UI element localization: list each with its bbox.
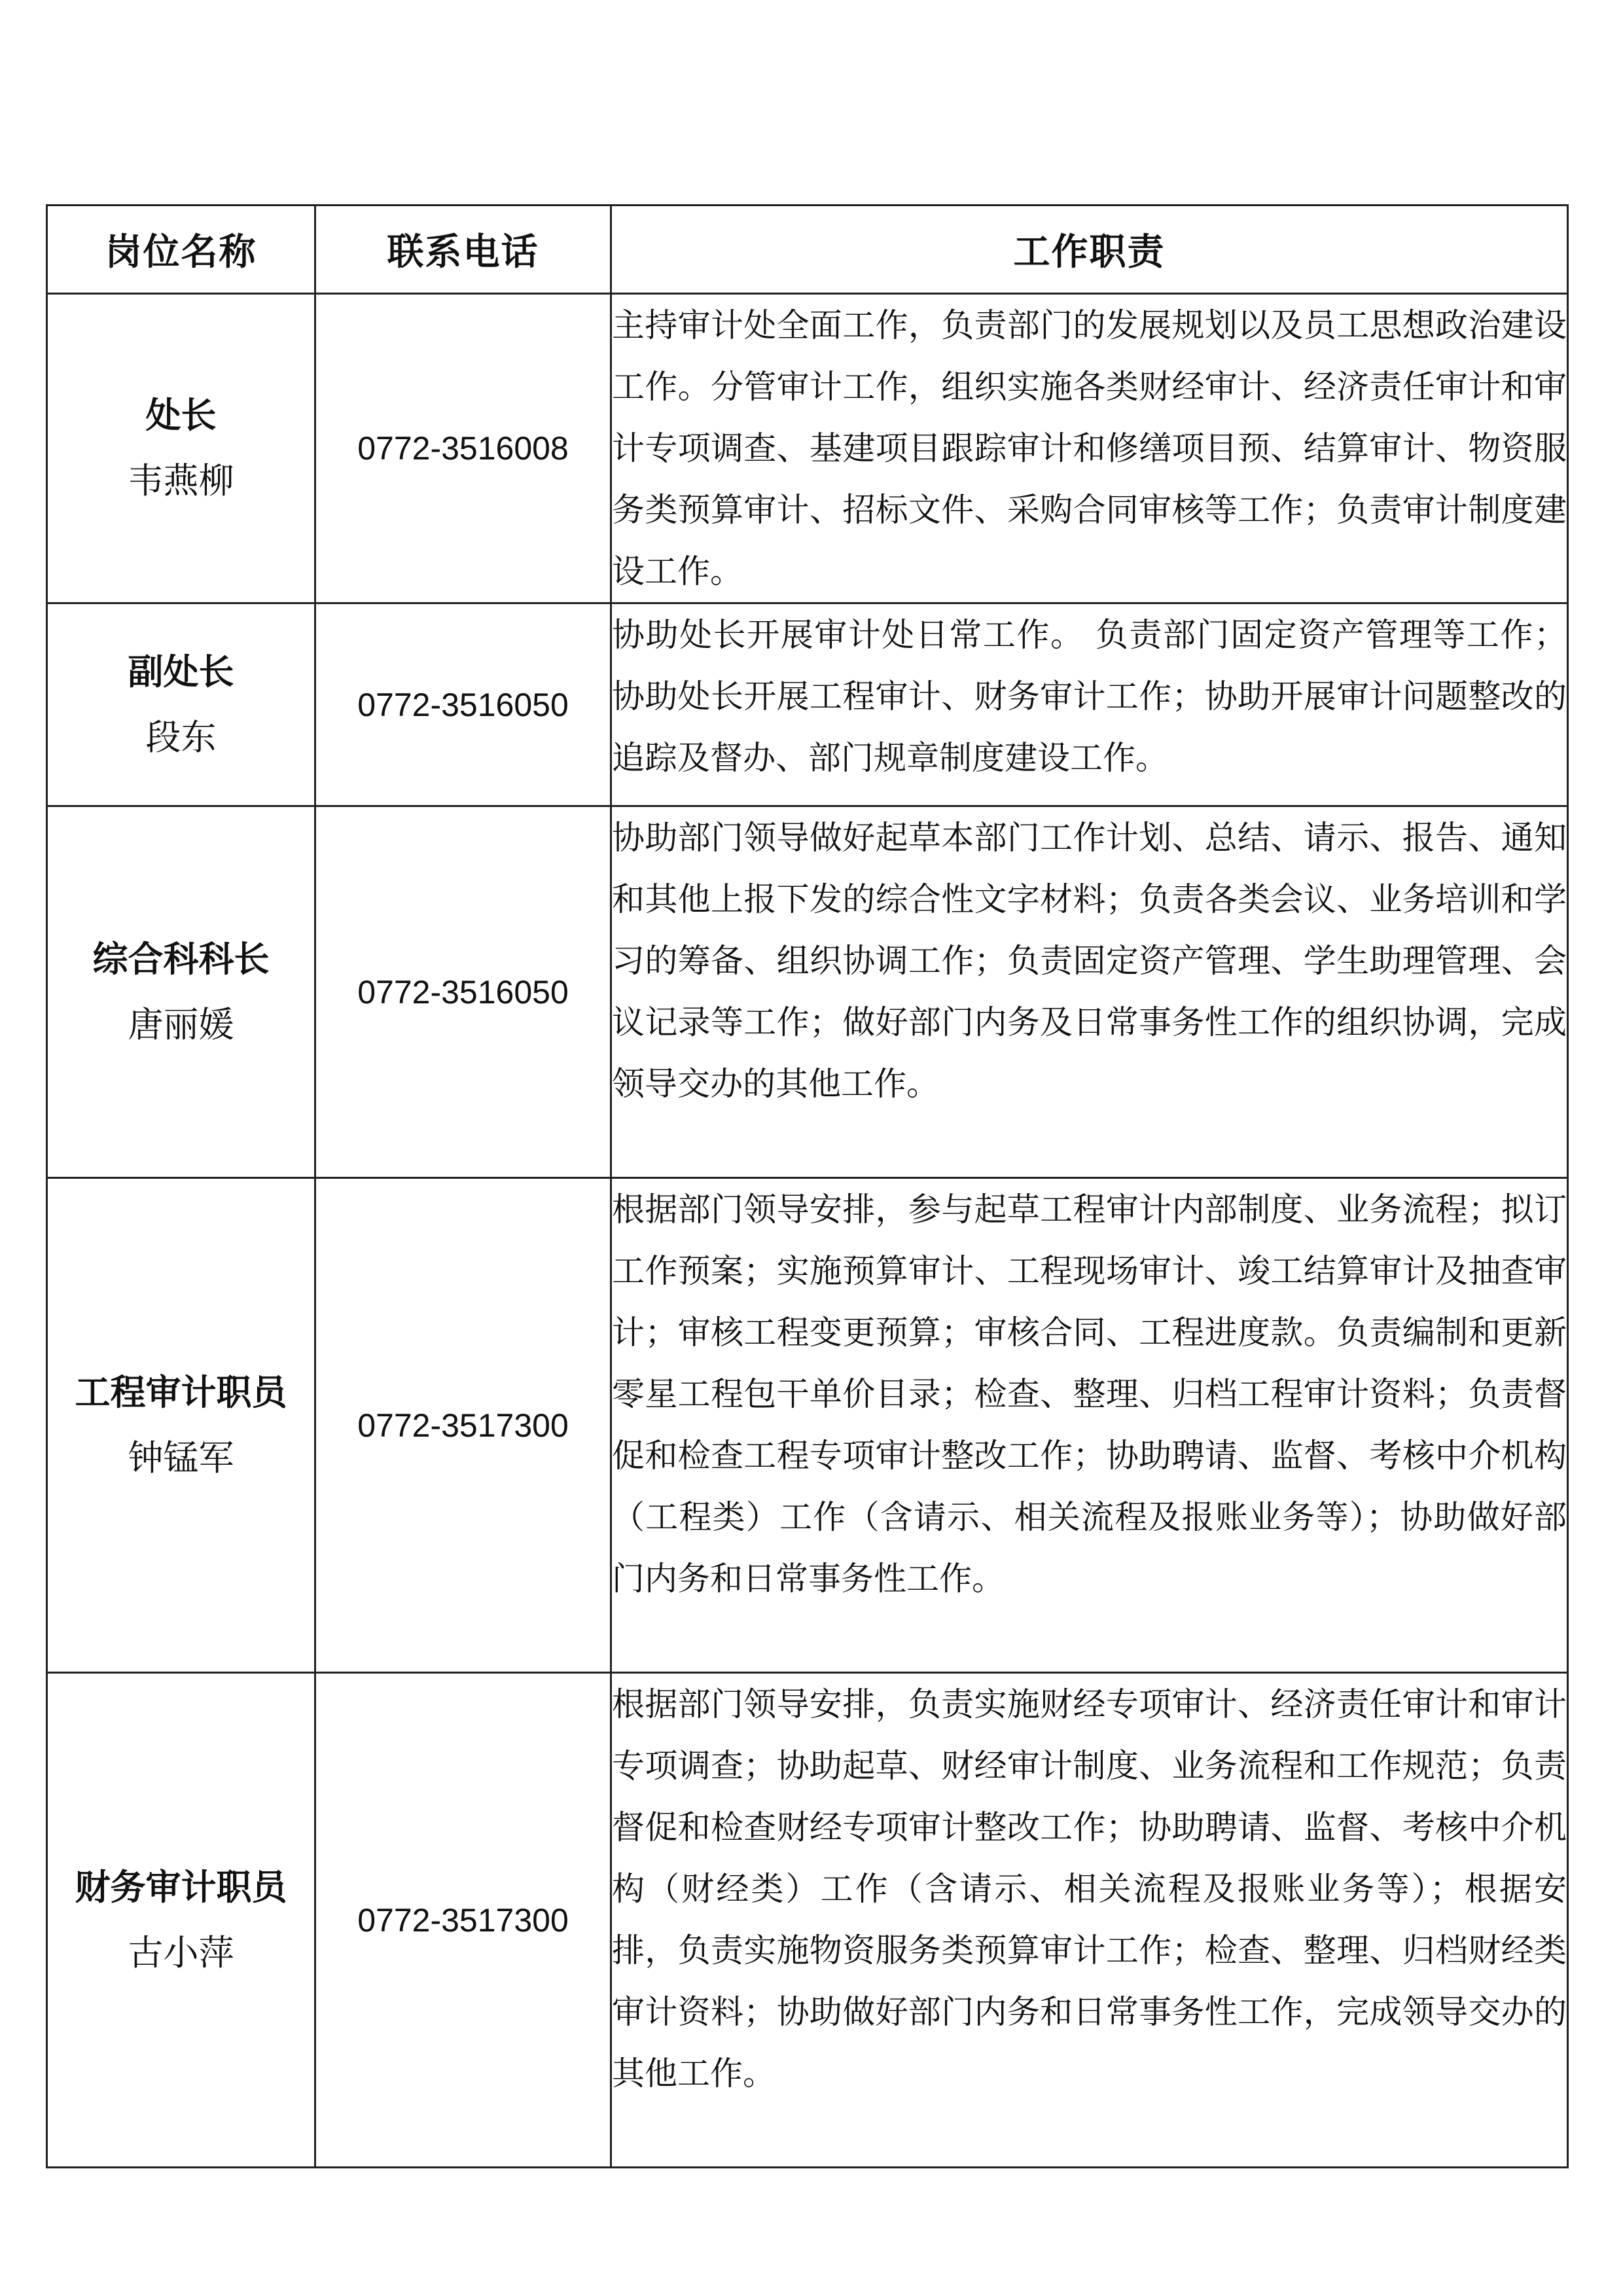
person-name: 段东 — [145, 716, 217, 758]
header-position: 岗位名称 — [47, 206, 315, 294]
header-row — [47, 206, 1568, 294]
phone-number: 0772-3517300 — [315, 1673, 611, 2168]
duty-text: 根据部门领导安排，参与起草工程审计内部制度、业务流程；拟订工作预案；实施预算审计、工程现场审计、竣工结算审计及抽查审计；审核工程变更预算；审核合同、工程进度款。负责编制和更新零星工程包干单价目录；检查、整理、归档工程审计资料；负责督促和检查工程专项审计整改工作；协助聘请、监督、考核中介机构（工程类）工作（含请示、相关流程及报账业务等）；协助做好部门内务和日常事务性工作。 — [611, 1178, 1568, 1673]
position-cell — [47, 1673, 315, 2168]
table-row — [47, 806, 1568, 1178]
position-title: 副处长 — [128, 651, 234, 692]
position-cell — [47, 294, 315, 603]
phone-number: 0772-3516008 — [315, 294, 611, 603]
phone-number: 0772-3516050 — [315, 603, 611, 806]
person-name: 唐丽媛 — [128, 1003, 234, 1045]
table-row — [47, 1178, 1568, 1673]
header-phone: 联系电话 — [315, 206, 611, 294]
position-title: 综合科科长 — [92, 938, 270, 980]
duty-text: 协助部门领导做好起草本部门工作计划、总结、请示、报告、通知和其他上报下发的综合性文字材料；负责各类会议、业务培训和学习的筹备、组织协调工作；负责固定资产管理、学生助理管理、会议记录等工作；做好部门内务及日常事务性工作的组织协调，完成领导交办的其他工作。 — [611, 806, 1568, 1178]
table-row — [47, 603, 1568, 806]
person-name: 古小萍 — [128, 1931, 234, 1973]
position-cell — [47, 806, 315, 1178]
position-cell — [47, 1178, 315, 1673]
duty-text: 主持审计处全面工作，负责部门的发展规划以及员工思想政治建设工作。分管审计工作，组织实施各类财经审计、经济责任审计和审计专项调查、基建项目跟踪审计和修缮项目预、结算审计、物资服务类预算审计、招标文件、采购合同审核等工作；负责审计制度建设工作。 — [611, 294, 1568, 603]
position-title: 财务审计职员 — [75, 1866, 287, 1908]
position-title: 处长 — [145, 395, 217, 436]
person-name: 韦燕柳 — [128, 460, 234, 501]
person-name: 钟锰军 — [128, 1437, 234, 1479]
table-row — [47, 294, 1568, 603]
duty-table — [46, 204, 1569, 2168]
position-title: 工程审计职员 — [75, 1371, 287, 1413]
duty-text: 根据部门领导安排，负责实施财经专项审计、经济责任审计和审计专项调查；协助起草、财经审计制度、业务流程和工作规范；负责督促和检查财经专项审计整改工作；协助聘请、监督、考核中介机构（财经类）工作（含请示、相关流程及报账业务等）；根据安排，负责实施物资服务类预算审计工作；检查、整理、归档财经类审计资料；协助做好部门内务和日常事务性工作，完成领导交办的其他工作。 — [611, 1673, 1568, 2168]
duty-text: 协助处长开展审计处日常工作。 负责部门固定资产管理等工作；协助处长开展工程审计、财务审计工作；协助开展审计问题整改的追踪及督办、部门规章制度建设工作。 — [611, 603, 1568, 806]
phone-number: 0772-3516050 — [315, 806, 611, 1178]
phone-number: 0772-3517300 — [315, 1178, 611, 1673]
position-cell — [47, 603, 315, 806]
table-row — [47, 1673, 1568, 2168]
header-duty: 工作职责 — [611, 206, 1568, 294]
